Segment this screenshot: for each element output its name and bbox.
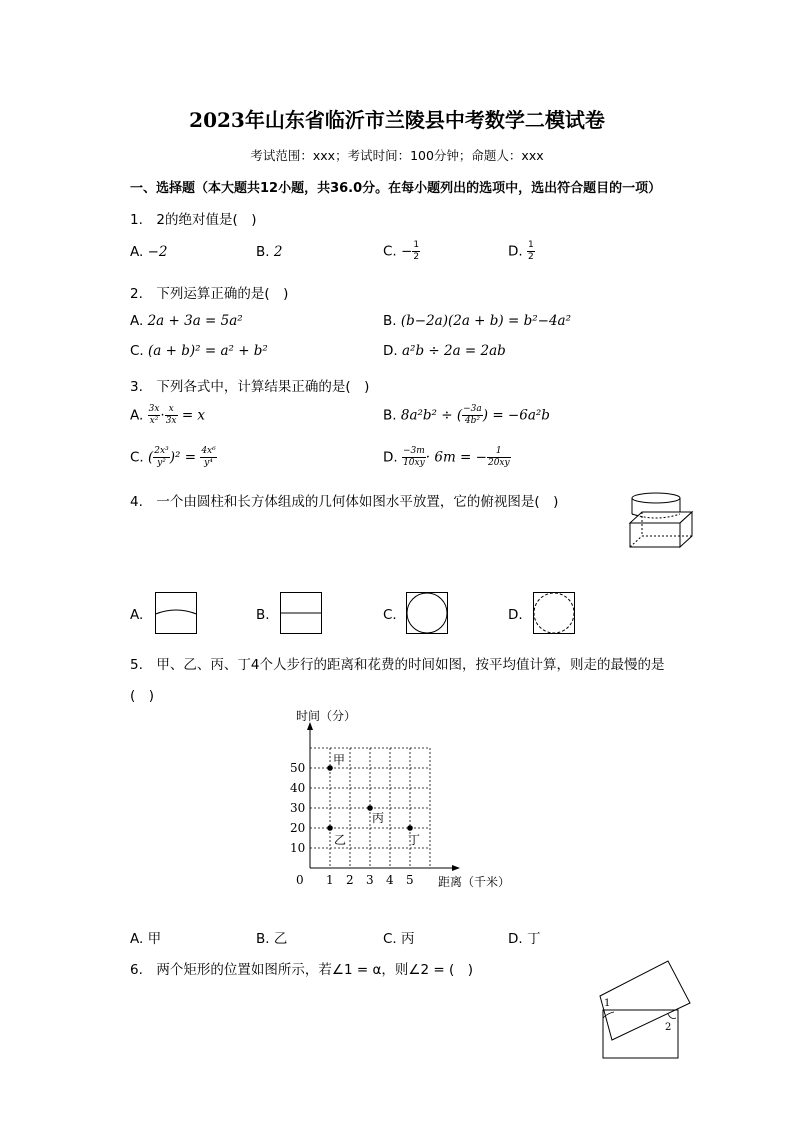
option-label: D. — [383, 449, 398, 466]
fraction: $\frac{3x}{\text{x²}}$ — [148, 404, 160, 426]
option-value: (a + b)² = a² + b² — [148, 343, 268, 359]
y-axis-label: 时间（分） — [296, 709, 357, 723]
section-heading: 一、选择题（本大题共12小题，共36.0分。在每小题列出的选项中，选出符合题目的一项） — [130, 181, 662, 196]
question-1-stem: 1. 2的绝对值是( ) — [130, 212, 257, 228]
option-value: 丙 — [401, 931, 415, 947]
option-value: 2 — [273, 244, 283, 260]
q4-option-a-figure[interactable] — [155, 592, 197, 634]
option-label: D. — [383, 343, 398, 359]
question-5-stem-cont: ( ) — [130, 688, 155, 704]
option-label: C. — [383, 243, 397, 260]
rectangles-figure — [596, 958, 696, 1062]
q4-option-c-figure[interactable] — [406, 592, 448, 634]
x-tick-label: 2 — [346, 873, 354, 887]
question-4-stem: 4. 一个由圆柱和长方体组成的几何体如图水平放置，它的俯视图是( ) — [130, 494, 559, 510]
q1-option-c[interactable] — [383, 240, 420, 263]
angle-2-label: 2 — [665, 1022, 672, 1033]
q2-option-b[interactable] — [383, 313, 571, 329]
question-6-stem: 6. 两个矩形的位置如图所示，若∠1 = α，则∠2 = ( ) — [130, 962, 473, 978]
option-value: 丁 — [526, 931, 541, 947]
option-value: a²b ÷ 2a = 2ab — [401, 343, 506, 359]
fraction: $\frac{1}{2}$ — [527, 240, 534, 262]
option-label: D. — [508, 243, 523, 260]
x-tick-label: 1 — [326, 873, 334, 887]
y-tick-label: 40 — [290, 781, 306, 795]
q4-option-b-figure[interactable] — [280, 592, 322, 634]
distance-time-chart — [270, 700, 530, 900]
data-point — [327, 825, 333, 831]
option-sign: − — [401, 243, 413, 260]
option-label: D. — [508, 931, 523, 947]
fraction: $\frac{1}{2}$ — [413, 240, 420, 262]
option-label: C. — [130, 343, 144, 359]
option-value: 甲 — [147, 931, 162, 947]
q2-option-a[interactable] — [130, 313, 243, 329]
option-value: −2 — [147, 244, 168, 260]
fraction: $\frac{-3a}{\text{4b²}}$ — [463, 404, 482, 426]
x-tick-label: 3 — [366, 873, 374, 887]
option-value: )² = — [169, 449, 197, 466]
q2-option-d[interactable] — [383, 343, 506, 359]
exam-info: 考试范围：xxx；考试时间：100分钟；命题人：xxx — [250, 148, 544, 163]
data-point — [367, 805, 373, 811]
angle-1-label: 1 — [604, 998, 611, 1009]
point-label: 丙 — [372, 811, 385, 825]
q3-option-b[interactable] — [383, 404, 550, 427]
point-label: 丁 — [408, 833, 421, 847]
option-label: C. — [130, 449, 144, 466]
option-value: 乙 — [273, 931, 288, 947]
q4-option-d-label[interactable]: D. — [508, 607, 523, 623]
q1-option-d[interactable] — [508, 240, 535, 263]
option-value: ) = −6a²b — [482, 407, 550, 424]
fraction: $\frac{\text{4x⁶}}{\text{y⁴}}$ — [201, 446, 216, 468]
option-label: B. — [383, 407, 397, 424]
q5-option-b[interactable] — [256, 927, 287, 947]
q1-option-a[interactable] — [130, 244, 168, 260]
q3-option-d[interactable] — [383, 446, 511, 469]
y-tick-label: 50 — [290, 761, 306, 775]
question-2-stem: 2. 下列运算正确的是( ) — [130, 286, 289, 302]
question-3-stem: 3. 下列各式中，计算结果正确的是( ) — [130, 379, 370, 395]
fraction: $\frac{1}{20xy}$ — [487, 446, 510, 468]
y-tick-label: 30 — [290, 801, 306, 815]
data-point — [407, 825, 413, 831]
option-value: 2a + 3a = 5a² — [147, 313, 243, 329]
q3-option-a[interactable]: A. $\frac{3x}{\text{x²}}$ · $\frac{x}{3x}$ = x — [130, 404, 206, 426]
q4-option-b-label[interactable]: B. — [256, 607, 270, 623]
fraction: $\frac{-3m}{10xy}$ — [402, 446, 425, 468]
point-label: 乙 — [334, 833, 347, 847]
option-value: (b−2a)(2a + b) = b²−4a² — [400, 313, 572, 329]
option-value: · 6m = − — [425, 449, 487, 466]
q5-option-c[interactable] — [383, 927, 415, 947]
data-point — [327, 765, 333, 771]
q4-option-a-label[interactable]: A. — [130, 607, 144, 623]
point-label: 甲 — [333, 753, 346, 767]
q4-option-d-figure[interactable] — [533, 592, 575, 634]
y-tick-label: 10 — [290, 841, 306, 855]
y-axis-arrow — [307, 722, 313, 730]
option-label: B. — [256, 931, 270, 947]
option-label: A. — [130, 931, 144, 947]
y-tick-label: 20 — [290, 821, 306, 835]
option-label: B. — [383, 313, 397, 329]
x-axis-arrow — [452, 865, 460, 871]
option-value: ( — [148, 449, 154, 466]
q5-option-a[interactable] — [130, 927, 161, 947]
option-label: B. — [256, 244, 270, 260]
x-tick-label: 4 — [386, 873, 394, 887]
option-value: 8a²b² ÷ ( — [400, 407, 463, 424]
x-axis-label: 距离（千米） — [438, 875, 511, 889]
solid-figure — [628, 490, 694, 550]
question-5-stem: 5. 甲、乙、丙、丁4个人步行的距离和花费的时间如图，按平均值计算，则走的最慢的是 — [130, 657, 665, 673]
option-label: A. — [130, 244, 144, 260]
option-value: = x — [181, 407, 206, 424]
fraction: $\frac{x}{3x}$ — [165, 404, 177, 426]
x-tick-label: 5 — [406, 873, 414, 887]
q2-option-c[interactable] — [130, 343, 268, 359]
origin-label: 0 — [296, 873, 304, 887]
fraction: $\frac{\text{2x³}}{\text{y²}}$ — [154, 446, 169, 468]
q1-option-b[interactable] — [256, 244, 282, 260]
page-title: 2023年山东省临沂市兰陵县中考数学二模试卷 — [189, 108, 605, 132]
option-label: A. — [130, 313, 144, 329]
q5-option-d[interactable] — [508, 927, 540, 947]
q4-option-c-label[interactable]: C. — [383, 607, 397, 623]
option-label: A. — [130, 407, 144, 424]
q3-option-c[interactable] — [130, 446, 217, 469]
option-label: C. — [383, 931, 397, 947]
